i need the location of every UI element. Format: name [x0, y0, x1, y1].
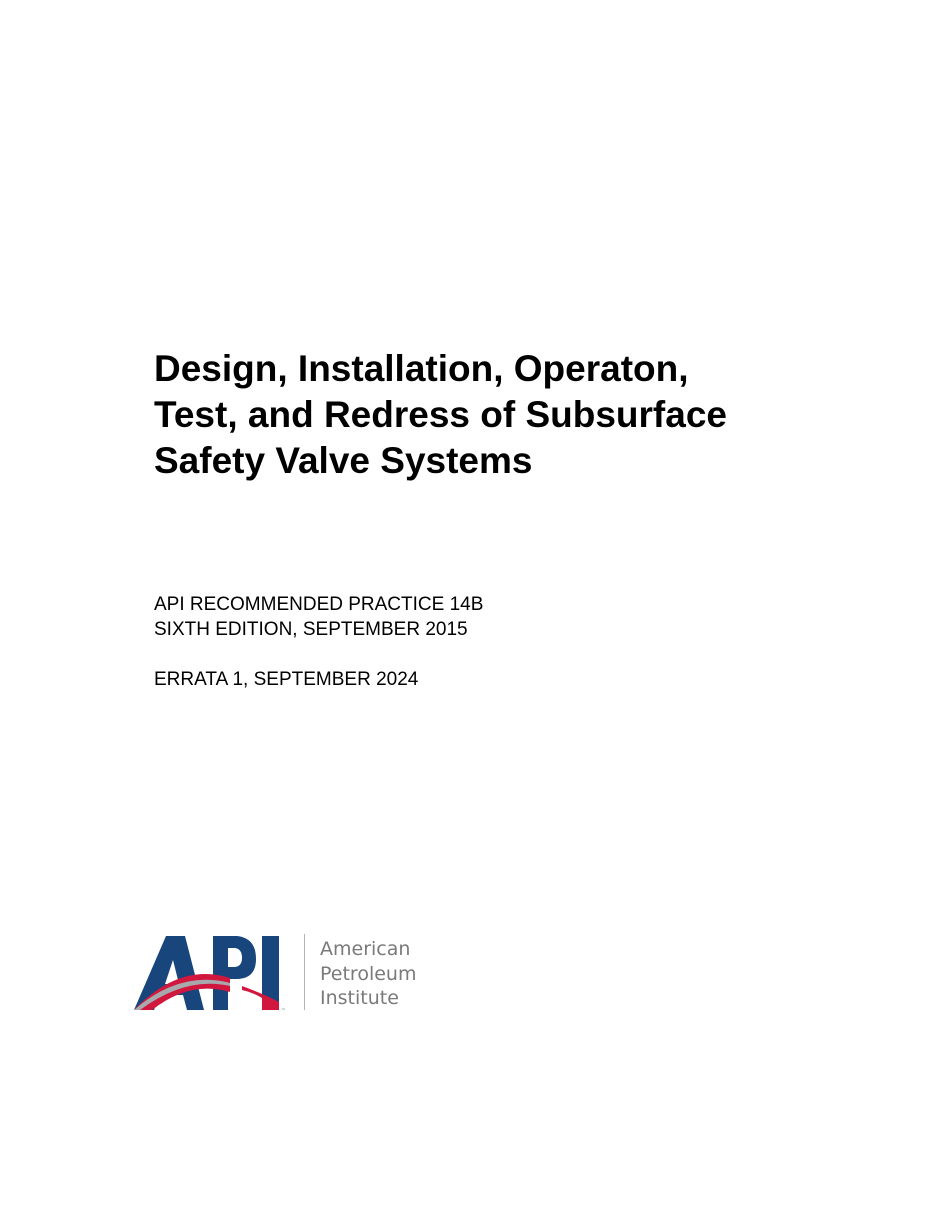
document-edition: SIXTH EDITION, SEPTEMBER 2015: [154, 619, 468, 640]
org-name-line-2: Petroleum: [320, 962, 417, 985]
org-name-line-3: Institute: [320, 987, 399, 1009]
title-line-1: Design, Installation, Operaton,: [154, 348, 689, 389]
api-logo-mark: [134, 932, 294, 1014]
svg-text:™: ™: [281, 1008, 286, 1014]
api-logo: [134, 932, 434, 1014]
document-metadata: [154, 592, 483, 692]
document-designation: API RECOMMENDED PRACTICE 14B: [154, 594, 484, 615]
document-errata: ERRATA 1, SEPTEMBER 2024: [154, 669, 419, 690]
document-title: [154, 346, 854, 484]
org-name-line-1: American: [320, 938, 411, 960]
title-line-3: Safety Valve Systems: [154, 440, 533, 481]
logo-divider: [304, 934, 305, 1010]
organization-name: [320, 937, 416, 1011]
title-line-2: Test, and Redress of Subsurface: [154, 394, 727, 435]
